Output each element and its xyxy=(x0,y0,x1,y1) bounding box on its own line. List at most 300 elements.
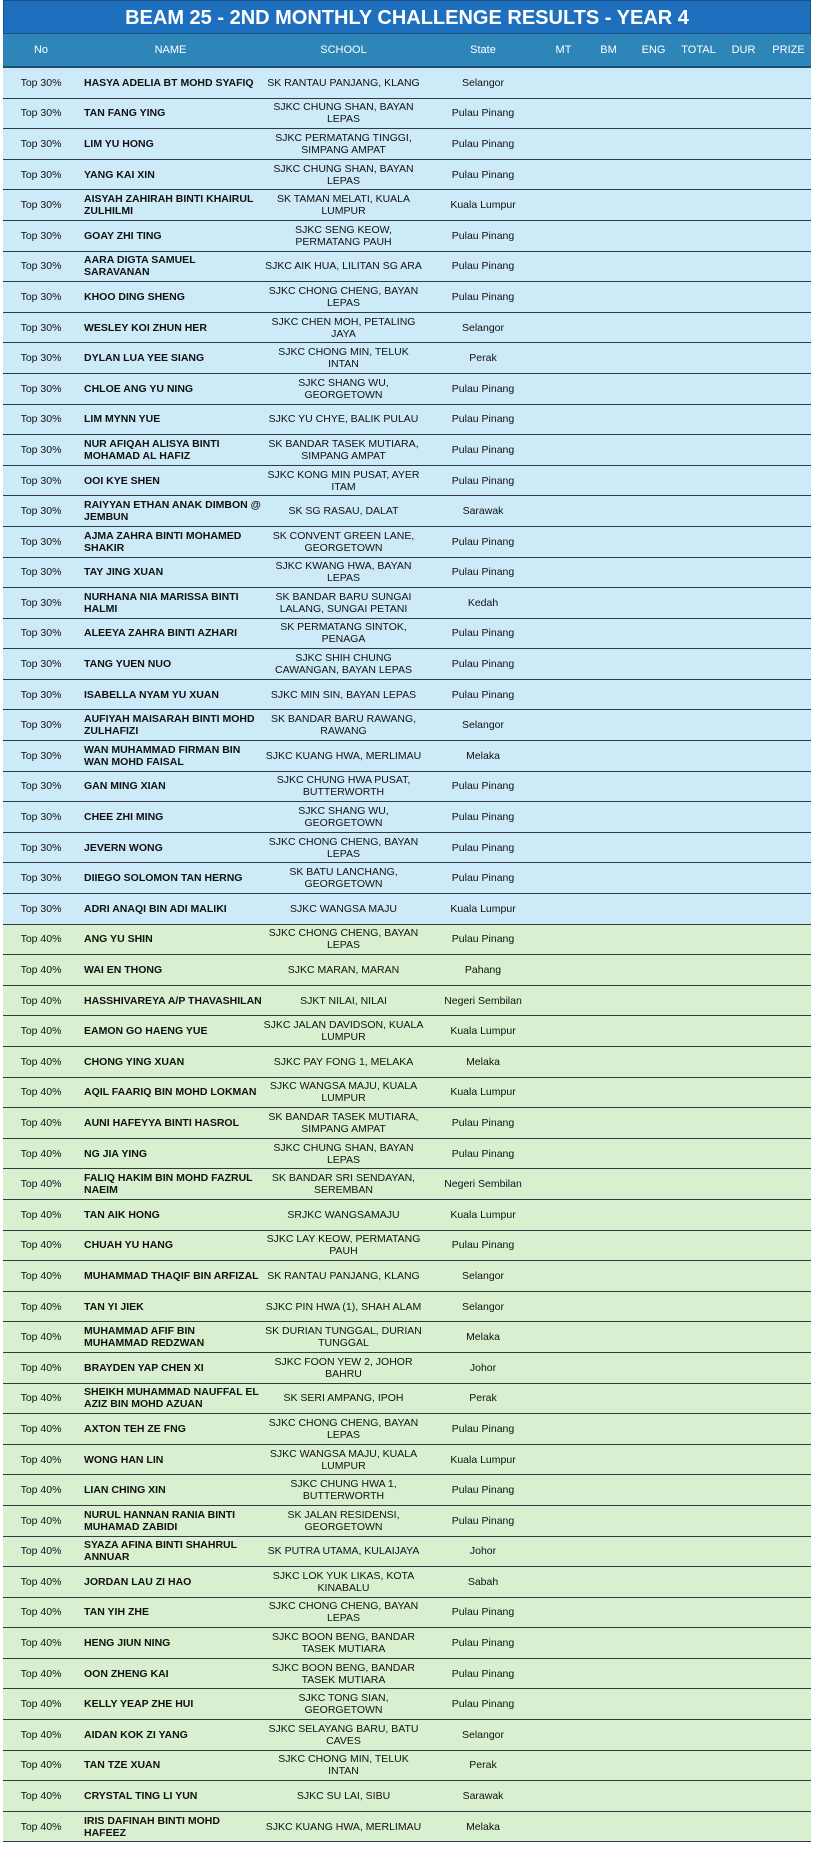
eng-cell xyxy=(631,435,676,466)
total-cell xyxy=(676,220,721,251)
name-cell: AIDAN KOK ZI YANG xyxy=(79,1720,262,1751)
table-header xyxy=(3,34,811,67)
name-cell: WESLEY KOI ZHUN HER xyxy=(79,312,262,343)
name-cell: CRYSTAL TING LI YUN xyxy=(79,1781,262,1812)
table-row xyxy=(3,955,811,986)
total-cell xyxy=(676,67,721,98)
bm-cell xyxy=(586,1689,631,1720)
dur-cell xyxy=(721,741,766,772)
prize-cell xyxy=(766,771,811,802)
dur-cell xyxy=(721,1291,766,1322)
table-row xyxy=(3,312,811,343)
name-cell: KHOO DING SHENG xyxy=(79,282,262,313)
prize-cell xyxy=(766,588,811,619)
state-cell: Pulau Pinang xyxy=(425,1230,541,1261)
total-cell xyxy=(676,1689,721,1720)
prize-cell xyxy=(766,679,811,710)
total-cell xyxy=(676,465,721,496)
total-cell xyxy=(676,1383,721,1414)
total-cell xyxy=(676,1475,721,1506)
table-row xyxy=(3,1322,811,1353)
dur-cell xyxy=(721,1230,766,1261)
name-cell: JEVERN WONG xyxy=(79,832,262,863)
mt-cell xyxy=(541,588,586,619)
name-cell: MUHAMMAD AFIF BIN MUHAMMAD REDZWAN xyxy=(79,1322,262,1353)
header-state: State xyxy=(425,34,541,67)
eng-cell xyxy=(631,955,676,986)
prize-cell xyxy=(766,1230,811,1261)
rank-cell: Top 30% xyxy=(3,894,79,925)
school-cell: SJKC PAY FONG 1, MELAKA xyxy=(262,1047,425,1078)
total-cell xyxy=(676,1169,721,1200)
school-cell: SJKC CHUNG SHAN, BAYAN LEPAS xyxy=(262,1138,425,1169)
mt-cell xyxy=(541,251,586,282)
state-cell: Pulau Pinang xyxy=(425,465,541,496)
prize-cell xyxy=(766,435,811,466)
mt-cell xyxy=(541,1169,586,1200)
school-cell: SJKC WANGSA MAJU xyxy=(262,894,425,925)
results-sheet xyxy=(3,0,811,1842)
name-cell: WAI EN THONG xyxy=(79,955,262,986)
table-row xyxy=(3,1108,811,1139)
prize-cell xyxy=(766,159,811,190)
table-row xyxy=(3,802,811,833)
state-cell: Pulau Pinang xyxy=(425,924,541,955)
mt-cell xyxy=(541,649,586,680)
prize-cell xyxy=(766,1108,811,1139)
dur-cell xyxy=(721,618,766,649)
eng-cell xyxy=(631,1505,676,1536)
prize-cell xyxy=(766,1383,811,1414)
school-cell: SJKC FOON YEW 2, JOHOR BAHRU xyxy=(262,1352,425,1383)
dur-cell xyxy=(721,465,766,496)
school-cell: SK SERI AMPANG, IPOH xyxy=(262,1383,425,1414)
table-row xyxy=(3,588,811,619)
table-row xyxy=(3,1230,811,1261)
rank-cell: Top 40% xyxy=(3,955,79,986)
total-cell xyxy=(676,1444,721,1475)
name-cell: AUFIYAH MAISARAH BINTI MOHD ZULHAFIZI xyxy=(79,710,262,741)
prize-cell xyxy=(766,894,811,925)
school-cell: SK BANDAR TASEK MUTIARA, SIMPANG AMPAT xyxy=(262,1108,425,1139)
bm-cell xyxy=(586,588,631,619)
state-cell: Pulau Pinang xyxy=(425,649,541,680)
total-cell xyxy=(676,251,721,282)
eng-cell xyxy=(631,1108,676,1139)
rank-cell: Top 30% xyxy=(3,710,79,741)
table-row xyxy=(3,67,811,98)
name-cell: LIM YU HONG xyxy=(79,129,262,160)
bm-cell xyxy=(586,312,631,343)
eng-cell xyxy=(631,1138,676,1169)
rank-cell: Top 40% xyxy=(3,1781,79,1812)
dur-cell xyxy=(721,1016,766,1047)
eng-cell xyxy=(631,373,676,404)
total-cell xyxy=(676,985,721,1016)
prize-cell xyxy=(766,802,811,833)
dur-cell xyxy=(721,282,766,313)
eng-cell xyxy=(631,129,676,160)
prize-cell xyxy=(766,1291,811,1322)
rank-cell: Top 40% xyxy=(3,1352,79,1383)
bm-cell xyxy=(586,832,631,863)
table-row xyxy=(3,373,811,404)
prize-cell xyxy=(766,1322,811,1353)
school-cell: SK RANTAU PANJANG, KLANG xyxy=(262,67,425,98)
prize-cell xyxy=(766,557,811,588)
total-cell xyxy=(676,1261,721,1292)
school-cell: SJKC YU CHYE, BALIK PULAU xyxy=(262,404,425,435)
state-cell: Melaka xyxy=(425,1811,541,1842)
state-cell: Pulau Pinang xyxy=(425,618,541,649)
dur-cell xyxy=(721,1811,766,1842)
bm-cell xyxy=(586,894,631,925)
dur-cell xyxy=(721,1199,766,1230)
eng-cell xyxy=(631,1811,676,1842)
prize-cell xyxy=(766,526,811,557)
dur-cell xyxy=(721,1750,766,1781)
prize-cell xyxy=(766,220,811,251)
name-cell: OOI KYE SHEN xyxy=(79,465,262,496)
name-cell: KELLY YEAP ZHE HUI xyxy=(79,1689,262,1720)
mt-cell xyxy=(541,1352,586,1383)
mt-cell xyxy=(541,1536,586,1567)
prize-cell xyxy=(766,1475,811,1506)
eng-cell xyxy=(631,190,676,221)
name-cell: IRIS DAFINAH BINTI MOHD HAFEEZ xyxy=(79,1811,262,1842)
name-cell: BRAYDEN YAP CHEN XI xyxy=(79,1352,262,1383)
name-cell: ANG YU SHIN xyxy=(79,924,262,955)
rank-cell: Top 30% xyxy=(3,771,79,802)
prize-cell xyxy=(766,1597,811,1628)
name-cell: LIAN CHING XIN xyxy=(79,1475,262,1506)
bm-cell xyxy=(586,1597,631,1628)
state-cell: Melaka xyxy=(425,741,541,772)
dur-cell xyxy=(721,1475,766,1506)
prize-cell xyxy=(766,1628,811,1659)
school-cell: SK BATU LANCHANG, GEORGETOWN xyxy=(262,863,425,894)
rank-cell: Top 40% xyxy=(3,1291,79,1322)
prize-cell xyxy=(766,343,811,374)
table-row xyxy=(3,1720,811,1751)
mt-cell xyxy=(541,1567,586,1598)
eng-cell xyxy=(631,159,676,190)
mt-cell xyxy=(541,1138,586,1169)
table-row xyxy=(3,741,811,772)
prize-cell xyxy=(766,1658,811,1689)
mt-cell xyxy=(541,710,586,741)
table-row xyxy=(3,1536,811,1567)
school-cell: SJKC CHUNG SHAN, BAYAN LEPAS xyxy=(262,98,425,129)
mt-cell xyxy=(541,618,586,649)
state-cell: Pulau Pinang xyxy=(425,98,541,129)
bm-cell xyxy=(586,1444,631,1475)
name-cell: TAY JING XUAN xyxy=(79,557,262,588)
mt-cell xyxy=(541,679,586,710)
dur-cell xyxy=(721,679,766,710)
total-cell xyxy=(676,1199,721,1230)
state-cell: Sarawak xyxy=(425,496,541,527)
eng-cell xyxy=(631,251,676,282)
school-cell: SJKC CHONG CHENG, BAYAN LEPAS xyxy=(262,282,425,313)
bm-cell xyxy=(586,741,631,772)
table-row xyxy=(3,1077,811,1108)
state-cell: Kuala Lumpur xyxy=(425,190,541,221)
bm-cell xyxy=(586,863,631,894)
school-cell: SK CONVENT GREEN LANE, GEORGETOWN xyxy=(262,526,425,557)
school-cell: SRJKC WANGSAMAJU xyxy=(262,1199,425,1230)
state-cell: Pulau Pinang xyxy=(425,1597,541,1628)
bm-cell xyxy=(586,1108,631,1139)
dur-cell xyxy=(721,1352,766,1383)
dur-cell xyxy=(721,1628,766,1659)
table-row xyxy=(3,1505,811,1536)
dur-cell xyxy=(721,1505,766,1536)
prize-cell xyxy=(766,618,811,649)
school-cell: SK BANDAR BARU RAWANG, RAWANG xyxy=(262,710,425,741)
bm-cell xyxy=(586,1475,631,1506)
eng-cell xyxy=(631,618,676,649)
eng-cell xyxy=(631,282,676,313)
dur-cell xyxy=(721,526,766,557)
name-cell: AJMA ZAHRA BINTI MOHAMED SHAKIR xyxy=(79,526,262,557)
mt-cell xyxy=(541,1720,586,1751)
prize-cell xyxy=(766,832,811,863)
dur-cell xyxy=(721,190,766,221)
name-cell: WONG HAN LIN xyxy=(79,1444,262,1475)
eng-cell xyxy=(631,863,676,894)
table-row xyxy=(3,1414,811,1445)
eng-cell xyxy=(631,1016,676,1047)
total-cell xyxy=(676,1291,721,1322)
rank-cell: Top 40% xyxy=(3,1536,79,1567)
prize-cell xyxy=(766,1750,811,1781)
mt-cell xyxy=(541,343,586,374)
mt-cell xyxy=(541,1230,586,1261)
bm-cell xyxy=(586,924,631,955)
state-cell: Pulau Pinang xyxy=(425,1138,541,1169)
total-cell xyxy=(676,1138,721,1169)
eng-cell xyxy=(631,1322,676,1353)
bm-cell xyxy=(586,496,631,527)
total-cell xyxy=(676,1414,721,1445)
prize-cell xyxy=(766,1261,811,1292)
dur-cell xyxy=(721,649,766,680)
name-cell: TAN YI JIEK xyxy=(79,1291,262,1322)
school-cell: SJKC MIN SIN, BAYAN LEPAS xyxy=(262,679,425,710)
state-cell: Pulau Pinang xyxy=(425,404,541,435)
dur-cell xyxy=(721,1720,766,1751)
eng-cell xyxy=(631,771,676,802)
page-title: BEAM 25 - 2ND MONTHLY CHALLENGE RESULTS - YEAR 4 xyxy=(3,0,811,34)
name-cell: NG JIA YING xyxy=(79,1138,262,1169)
total-cell xyxy=(676,435,721,466)
mt-cell xyxy=(541,159,586,190)
prize-cell xyxy=(766,1199,811,1230)
total-cell xyxy=(676,802,721,833)
dur-cell xyxy=(721,832,766,863)
dur-cell xyxy=(721,67,766,98)
name-cell: SHEIKH MUHAMMAD NAUFFAL EL AZIZ BIN MOHD AZUAN xyxy=(79,1383,262,1414)
school-cell: SK TAMAN MELATI, KUALA LUMPUR xyxy=(262,190,425,221)
eng-cell xyxy=(631,802,676,833)
name-cell: AXTON TEH ZE FNG xyxy=(79,1414,262,1445)
name-cell: HASYA ADELIA BT MOHD SYAFIQ xyxy=(79,67,262,98)
school-cell: SJKC SHANG WU, GEORGETOWN xyxy=(262,373,425,404)
table-row xyxy=(3,832,811,863)
prize-cell xyxy=(766,1352,811,1383)
rank-cell: Top 30% xyxy=(3,618,79,649)
bm-cell xyxy=(586,649,631,680)
mt-cell xyxy=(541,557,586,588)
school-cell: SJKC CHONG CHENG, BAYAN LEPAS xyxy=(262,1597,425,1628)
header-school: SCHOOL xyxy=(262,34,425,67)
table-row xyxy=(3,496,811,527)
state-cell: Pulau Pinang xyxy=(425,679,541,710)
school-cell: SJKC SENG KEOW, PERMATANG PAUH xyxy=(262,220,425,251)
school-cell: SJKC CHONG MIN, TELUK INTAN xyxy=(262,1750,425,1781)
bm-cell xyxy=(586,1016,631,1047)
school-cell: SJKC KUANG HWA, MERLIMAU xyxy=(262,1811,425,1842)
state-cell: Perak xyxy=(425,343,541,374)
name-cell: ADRI ANAQI BIN ADI MALIKI xyxy=(79,894,262,925)
total-cell xyxy=(676,312,721,343)
name-cell: TANG YUEN NUO xyxy=(79,649,262,680)
prize-cell xyxy=(766,1536,811,1567)
name-cell: AARA DIGTA SAMUEL SARAVANAN xyxy=(79,251,262,282)
name-cell: SYAZA AFINA BINTI SHAHRUL ANNUAR xyxy=(79,1536,262,1567)
rank-cell: Top 40% xyxy=(3,1475,79,1506)
school-cell: SK DURIAN TUNGGAL, DURIAN TUNGGAL xyxy=(262,1322,425,1353)
table-row xyxy=(3,863,811,894)
name-cell: ISABELLA NYAM YU XUAN xyxy=(79,679,262,710)
state-cell: Selangor xyxy=(425,1261,541,1292)
mt-cell xyxy=(541,1628,586,1659)
state-cell: Pulau Pinang xyxy=(425,802,541,833)
total-cell xyxy=(676,1077,721,1108)
mt-cell xyxy=(541,1383,586,1414)
name-cell: NURUL HANNAN RANIA BINTI MUHAMAD ZABIDI xyxy=(79,1505,262,1536)
mt-cell xyxy=(541,496,586,527)
table-row xyxy=(3,1750,811,1781)
bm-cell xyxy=(586,1261,631,1292)
table-row xyxy=(3,129,811,160)
bm-cell xyxy=(586,1414,631,1445)
header-total: TOTAL xyxy=(676,34,721,67)
dur-cell xyxy=(721,1597,766,1628)
eng-cell xyxy=(631,496,676,527)
total-cell xyxy=(676,955,721,986)
dur-cell xyxy=(721,710,766,741)
bm-cell xyxy=(586,435,631,466)
prize-cell xyxy=(766,955,811,986)
name-cell: WAN MUHAMMAD FIRMAN BIN WAN MOHD FAISAL xyxy=(79,741,262,772)
header-eng: ENG xyxy=(631,34,676,67)
total-cell xyxy=(676,1811,721,1842)
table-row xyxy=(3,1383,811,1414)
bm-cell xyxy=(586,1322,631,1353)
table-row xyxy=(3,282,811,313)
rank-cell: Top 30% xyxy=(3,67,79,98)
total-cell xyxy=(676,496,721,527)
bm-cell xyxy=(586,618,631,649)
rank-cell: Top 40% xyxy=(3,1169,79,1200)
bm-cell xyxy=(586,1628,631,1659)
total-cell xyxy=(676,1047,721,1078)
eng-cell xyxy=(631,557,676,588)
state-cell: Selangor xyxy=(425,1720,541,1751)
table-row xyxy=(3,1475,811,1506)
mt-cell xyxy=(541,771,586,802)
state-cell: Pulau Pinang xyxy=(425,159,541,190)
rank-cell: Top 40% xyxy=(3,1597,79,1628)
table-row xyxy=(3,771,811,802)
prize-cell xyxy=(766,129,811,160)
prize-cell xyxy=(766,1016,811,1047)
school-cell: SJKC BOON BENG, BANDAR TASEK MUTIARA xyxy=(262,1628,425,1659)
table-row xyxy=(3,251,811,282)
rank-cell: Top 30% xyxy=(3,496,79,527)
bm-cell xyxy=(586,282,631,313)
school-cell: SJKC CHEN MOH, PETALING JAYA xyxy=(262,312,425,343)
state-cell: Pulau Pinang xyxy=(425,1475,541,1506)
eng-cell xyxy=(631,98,676,129)
rank-cell: Top 30% xyxy=(3,649,79,680)
table-row xyxy=(3,1199,811,1230)
bm-cell xyxy=(586,404,631,435)
results-table xyxy=(3,34,811,1842)
state-cell: Pulau Pinang xyxy=(425,1628,541,1659)
bm-cell xyxy=(586,159,631,190)
name-cell: TAN FANG YING xyxy=(79,98,262,129)
prize-cell xyxy=(766,741,811,772)
bm-cell xyxy=(586,1352,631,1383)
table-row xyxy=(3,1261,811,1292)
state-cell: Kuala Lumpur xyxy=(425,1077,541,1108)
school-cell: SJKC PIN HWA (1), SHAH ALAM xyxy=(262,1291,425,1322)
total-cell xyxy=(676,1750,721,1781)
total-cell xyxy=(676,1352,721,1383)
bm-cell xyxy=(586,1750,631,1781)
name-cell: TAN TZE XUAN xyxy=(79,1750,262,1781)
name-cell: RAIYYAN ETHAN ANAK DIMBON @ JEMBUN xyxy=(79,496,262,527)
rank-cell: Top 40% xyxy=(3,985,79,1016)
rank-cell: Top 30% xyxy=(3,343,79,374)
prize-cell xyxy=(766,649,811,680)
school-cell: SJKC TONG SIAN, GEORGETOWN xyxy=(262,1689,425,1720)
prize-cell xyxy=(766,98,811,129)
rank-cell: Top 30% xyxy=(3,741,79,772)
rank-cell: Top 30% xyxy=(3,802,79,833)
state-cell: Johor xyxy=(425,1352,541,1383)
name-cell: JORDAN LAU ZI HAO xyxy=(79,1567,262,1598)
table-row xyxy=(3,159,811,190)
mt-cell xyxy=(541,1689,586,1720)
mt-cell xyxy=(541,863,586,894)
rank-cell: Top 30% xyxy=(3,220,79,251)
total-cell xyxy=(676,343,721,374)
bm-cell xyxy=(586,67,631,98)
school-cell: SJKC CHUNG HWA 1, BUTTERWORTH xyxy=(262,1475,425,1506)
table-row xyxy=(3,1444,811,1475)
total-cell xyxy=(676,1322,721,1353)
prize-cell xyxy=(766,1077,811,1108)
rank-cell: Top 40% xyxy=(3,1199,79,1230)
dur-cell xyxy=(721,435,766,466)
eng-cell xyxy=(631,1567,676,1598)
dur-cell xyxy=(721,404,766,435)
rank-cell: Top 30% xyxy=(3,465,79,496)
